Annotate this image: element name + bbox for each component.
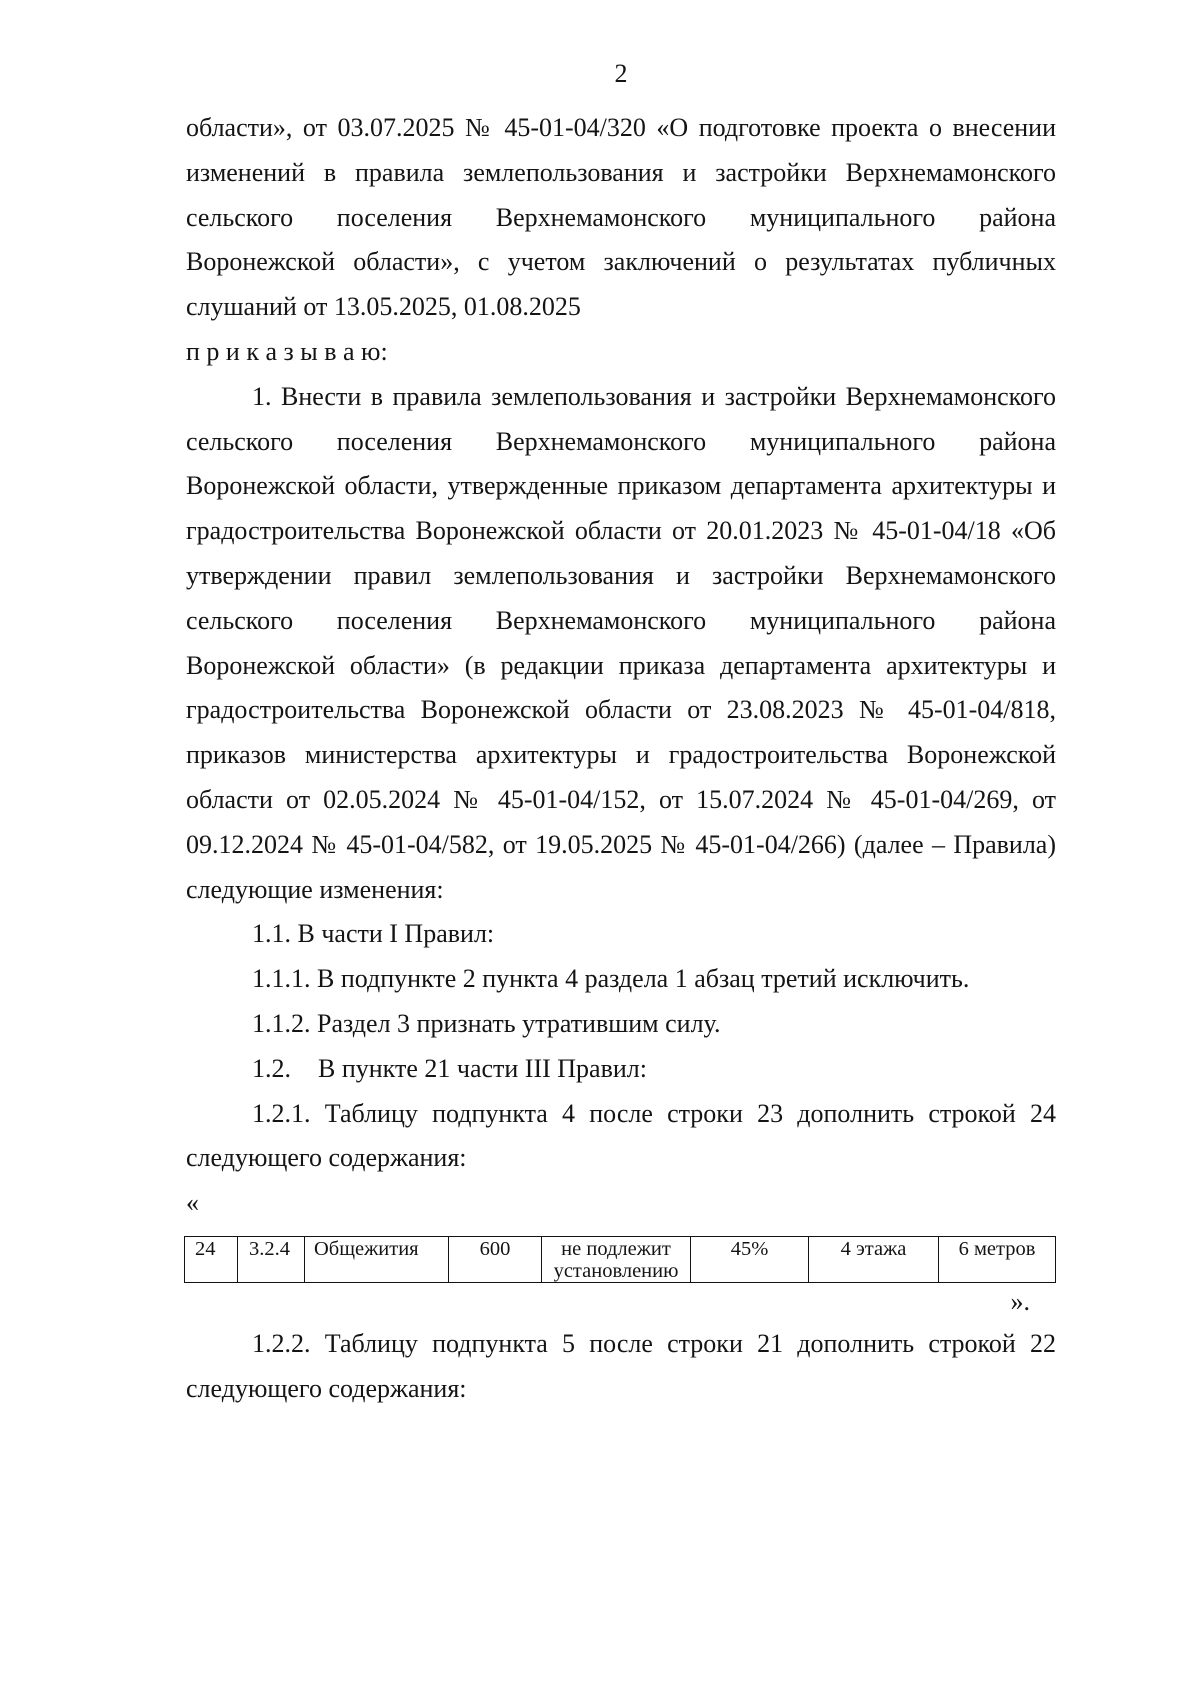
item-1-2-1-line: 1.2.1. Таблицу подпункта 4 после строки 23 дополнить строкой 24 [252, 1098, 1056, 1128]
table-cell-floors: 4 этажа [809, 1237, 939, 1283]
item-1-2 [186, 1047, 1056, 1092]
item-1-line: сельского поселения Верхнемамонского муниципального района [186, 605, 1056, 635]
preamble-line: Воронежской области», с учетом заключений о результатах публичных [186, 247, 1056, 277]
item-1-line: сельского поселения Верхнемамонского муниципального района [186, 426, 1056, 456]
item-1-line: Воронежской области, утвержденные приказом департамента архитектуры и [186, 471, 1056, 501]
table-cell-min-area: 600 [449, 1237, 542, 1283]
preamble-line: слушаний от 13.05.2025, 01.08.2025 [186, 292, 581, 322]
item-1-1-1: 1.1.1. В подпункте 2 пункта 4 раздела 1 абзац третий исключить. [252, 964, 970, 994]
item-1-2-text: В пункте 21 части III Правил: [318, 1053, 647, 1083]
document-body [186, 106, 1056, 1226]
item-1-2-2-paragraph [186, 1322, 1056, 1412]
table-cell-max-area: не подлежит установлению [542, 1237, 691, 1283]
table-cell-setback: 6 метров [939, 1237, 1056, 1283]
item-1-line: утверждении правил землепользования и застройки Верхнемамонского [186, 560, 1056, 590]
table-cell-coverage: 45% [691, 1237, 809, 1283]
table-cell-use-type: Общежития [305, 1237, 449, 1283]
item-1-paragraph [186, 375, 1056, 913]
amendment-table [184, 1236, 1056, 1283]
order-word: п р и к а з ы в а ю: [186, 336, 388, 366]
table-cell-row-number: 24 [185, 1237, 238, 1283]
item-1-line: Воронежской области» (в редакции приказа департамента архитектуры и [186, 650, 1056, 680]
item-1-1-2: 1.1.2. Раздел 3 признать утратившим силу. [252, 1008, 721, 1038]
table-row [185, 1237, 1056, 1283]
page-number: 2 [614, 59, 628, 88]
item-1-2-2-line: следующего содержания: [186, 1373, 467, 1403]
item-1-1: 1.1. В части I Правил: [252, 919, 495, 949]
item-1-line: 09.12.2024 № 45-01-04/582, от 19.05.2025 № 45-01-04/266) (далее – Правила) [186, 829, 1056, 859]
item-1-line: градостроительства Воронежской области от 23.08.2023 № 45-01-04/818, [186, 695, 1056, 725]
preamble-line: изменений в правила землепользования и застройки Верхнемамонского [186, 157, 1056, 187]
item-1-line: приказов министерства архитектуры и градостроительства Воронежской [186, 740, 1056, 770]
item-1-line: области от 02.05.2024 № 45-01-04/152, от 15.07.2024 № 45-01-04/269, от [186, 784, 1056, 814]
item-1-line: градостроительства Воронежской области от 20.01.2023 № 45-01-04/18 «Об [186, 516, 1056, 546]
item-1-2-number: 1.2. [252, 1053, 291, 1083]
item-1-2-1-line: следующего содержания: [186, 1143, 467, 1173]
preamble-line: области», от 03.07.2025 № 45-01-04/320 «О подготовке проекта о внесении [186, 113, 1056, 142]
table-cell-code: 3.2.4 [238, 1237, 305, 1283]
preamble-line: сельского поселения Верхнемамонского муниципального района [186, 202, 1056, 232]
quote-close: ». [1010, 1287, 1030, 1316]
item-1-line: следующие изменения: [186, 874, 444, 904]
item-1-2-2-line: 1.2.2. Таблицу подпункта 5 после строки 21 дополнить строкой 22 [252, 1329, 1056, 1358]
preamble-paragraph [186, 106, 1056, 330]
quote-open: « [186, 1188, 199, 1218]
item-1-line: 1. Внести в правила землепользования и застройки Верхнемамонского [252, 381, 1056, 411]
item-1-2-1-paragraph [186, 1092, 1056, 1182]
